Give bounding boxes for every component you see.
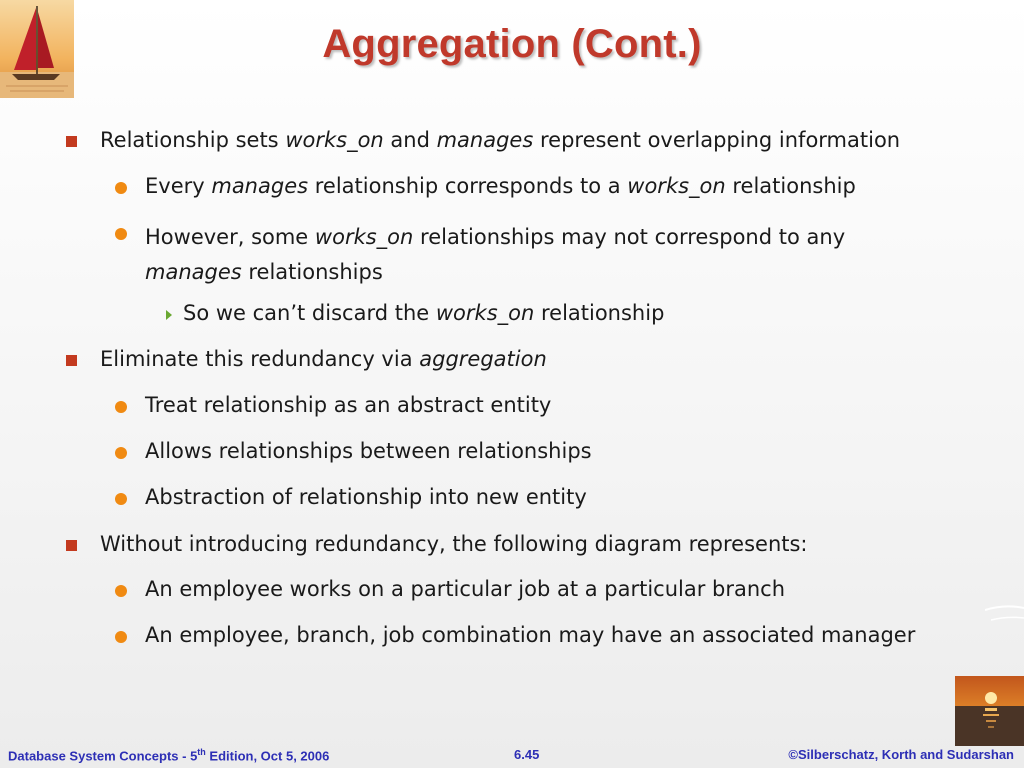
bullet-text: Abstraction of relationship into new entity <box>145 485 587 509</box>
bullet-item <box>145 439 592 463</box>
dot-bullet-icon <box>115 182 127 194</box>
dot-bullet-icon <box>115 401 127 413</box>
bullet-text: Allows relationships between relationships <box>145 439 592 463</box>
bullet-item <box>145 485 587 509</box>
bullet-text: Eliminate this redundancy via aggregation <box>100 347 547 371</box>
bullet-text: An employee, branch, job combination may have an associated manager <box>145 623 916 647</box>
bullet-item <box>145 393 551 417</box>
emphasized-term: works_on <box>435 301 535 325</box>
emphasized-term: works_on <box>285 128 384 152</box>
bullet-item <box>145 220 935 290</box>
sunset-logo-icon <box>955 676 1024 746</box>
dot-bullet-icon <box>115 631 127 643</box>
footer-book-title: Database System Concepts - 5 <box>8 748 198 764</box>
bullet-item <box>100 128 900 152</box>
emphasized-term: works_on <box>314 225 414 249</box>
emphasized-term: manages <box>436 128 534 152</box>
wave-decoration <box>985 600 1024 630</box>
bullet-item <box>145 623 915 647</box>
bullet-item <box>100 532 808 556</box>
bullet-item <box>100 347 547 371</box>
footer-edition-date: Edition, Oct 5, 2006 <box>205 748 330 764</box>
bullet-text: Without introducing redundancy, the following diagram represents: <box>100 532 808 556</box>
dot-bullet-icon <box>115 585 127 597</box>
dot-bullet-icon <box>115 493 127 505</box>
bullet-text: However, some works_on relationships may not correspond to any manages relationships <box>145 225 846 284</box>
square-bullet-icon <box>66 355 77 366</box>
footer-page-number: 6.45 <box>514 747 540 762</box>
bullet-item <box>183 301 664 325</box>
emphasized-term: manages <box>145 260 242 284</box>
bullet-text: Every manages relationship corresponds to a works_on relationship <box>145 174 856 198</box>
bullet-text: An employee works on a particular job at a particular branch <box>145 577 786 601</box>
dot-bullet-icon <box>115 447 127 459</box>
bullet-item <box>145 577 785 601</box>
bullet-text: Relationship sets works_on and manages represent overlapping information <box>100 128 901 152</box>
emphasized-term: aggregation <box>419 347 547 371</box>
emphasized-term: works_on <box>627 174 726 198</box>
slide-title: Aggregation (Cont.) <box>322 22 702 66</box>
arrow-bullet-icon <box>166 310 172 320</box>
dot-bullet-icon <box>115 228 127 240</box>
square-bullet-icon <box>66 540 77 551</box>
square-bullet-icon <box>66 136 77 147</box>
bullet-text: Treat relationship as an abstract entity <box>145 393 552 417</box>
footer-copyright: ©Silberschatz, Korth and Sudarshan <box>788 747 1014 762</box>
bullet-item <box>145 174 856 198</box>
bullet-text: So we can’t discard the works_on relationship <box>183 301 665 325</box>
footer-left <box>8 747 329 763</box>
footer-superscript: th <box>197 747 206 757</box>
emphasized-term: manages <box>211 174 309 198</box>
